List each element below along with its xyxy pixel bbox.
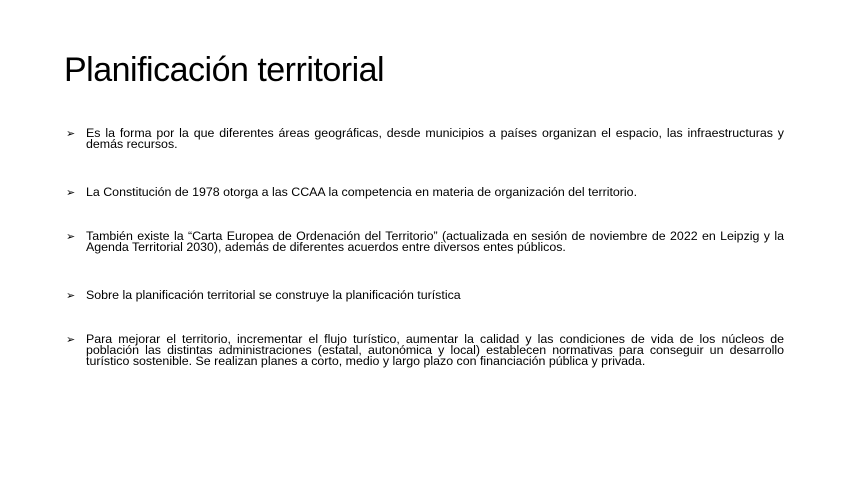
bullet-item [66,128,784,150]
bullet-text: Sobre la planificación territorial se construye la planificación turística [86,288,461,302]
bullet-text: La Constitución de 1978 otorga a las CCAA la competencia en materia de organización del territorio. [86,185,638,199]
bullet-text: También existe la “Carta Europea de Ordenación del Territorio” (actualizada en sesión de noviembre de 2022 en Leipzig y la Agenda Territorial 2030), además de diferentes acuerdos entre diversos entes públicos. [86,229,784,254]
bullet-item [66,187,784,199]
bullet-item [66,290,784,302]
bullet-item [66,231,784,253]
arrow-bullet-icon: ➢ [66,187,76,199]
arrow-bullet-icon: ➢ [66,290,76,302]
slide-title: Planificación territorial [64,51,385,89]
bullet-item [66,334,784,367]
bullet-text: Es la forma por la que diferentes áreas geográficas, desde municipios a países organizan el espacio, las infraestructuras y demás recursos. [86,126,784,151]
arrow-bullet-icon: ➢ [66,231,76,243]
arrow-bullet-icon: ➢ [66,334,76,346]
arrow-bullet-icon: ➢ [66,128,76,140]
bullet-text: Para mejorar el territorio, incrementar el flujo turístico, aumentar la calidad y las condiciones de vida de los núcleos de población las distintas administraciones (estatal, autonómica y local) establecen normativas para conseguir un desarrollo turístico sostenible. Se realizan planes a corto, medio y largo plazo con financiación pública y privada. [86,332,784,368]
